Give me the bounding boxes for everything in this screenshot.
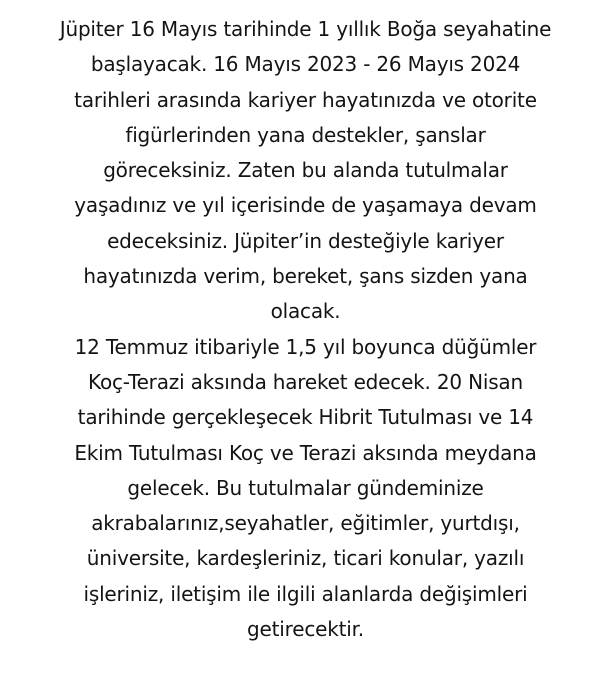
text-line: gelecek. Bu tutulmalar gündeminize [127, 475, 484, 500]
text-line: tarihinde gerçekleşecek Hibrit Tutulması ve 14 [77, 405, 534, 430]
text-line: akrabalarınız,seyahatler, eğitimler, yurtdışı, [91, 511, 520, 536]
text-line: getirecektir. [247, 617, 364, 642]
text-line: Ekim Tutulması Koç ve Terazi aksında meydana [74, 440, 537, 465]
text-line: 12 Temmuz itibariyle 1,5 yıl boyunca düğümler [74, 334, 537, 359]
text-line: yaşadınız ve yıl içerisinde de yaşamaya devam [74, 193, 537, 218]
text-line: üniversite, kardeşleriniz, ticari konular, yazılı [86, 546, 525, 571]
text-line: hayatınızda verim, bereket, şans sizden yana [83, 264, 528, 289]
text-line: başlayacak. 16 Mayıs 2023 - 26 Mayıs 2024 [90, 52, 521, 77]
text-line: işleriniz, iletişim ile ilgili alanlarda değişimleri [83, 581, 528, 606]
text-line: göreceksiniz. Zaten bu alanda tutulmalar [103, 158, 508, 183]
horoscope-text [0, 12, 611, 647]
text-line: edeceksiniz. Jüpiter’in desteğiyle kariyer [107, 228, 504, 253]
text-line: Koç-Terazi aksında hareket edecek. 20 Nisan [88, 369, 523, 394]
text-line: figürlerinden yana destekler, şanslar [125, 122, 486, 147]
paragraph-nodes-eclipses [0, 330, 611, 648]
text-line: tarihleri arasında kariyer hayatınızda ve otorite [74, 87, 537, 112]
text-line: olacak. [270, 299, 341, 324]
text-line: Jüpiter 16 Mayıs tarihinde 1 yıllık Boğa seyahatine [59, 17, 552, 41]
paragraph-jupiter [0, 12, 611, 330]
